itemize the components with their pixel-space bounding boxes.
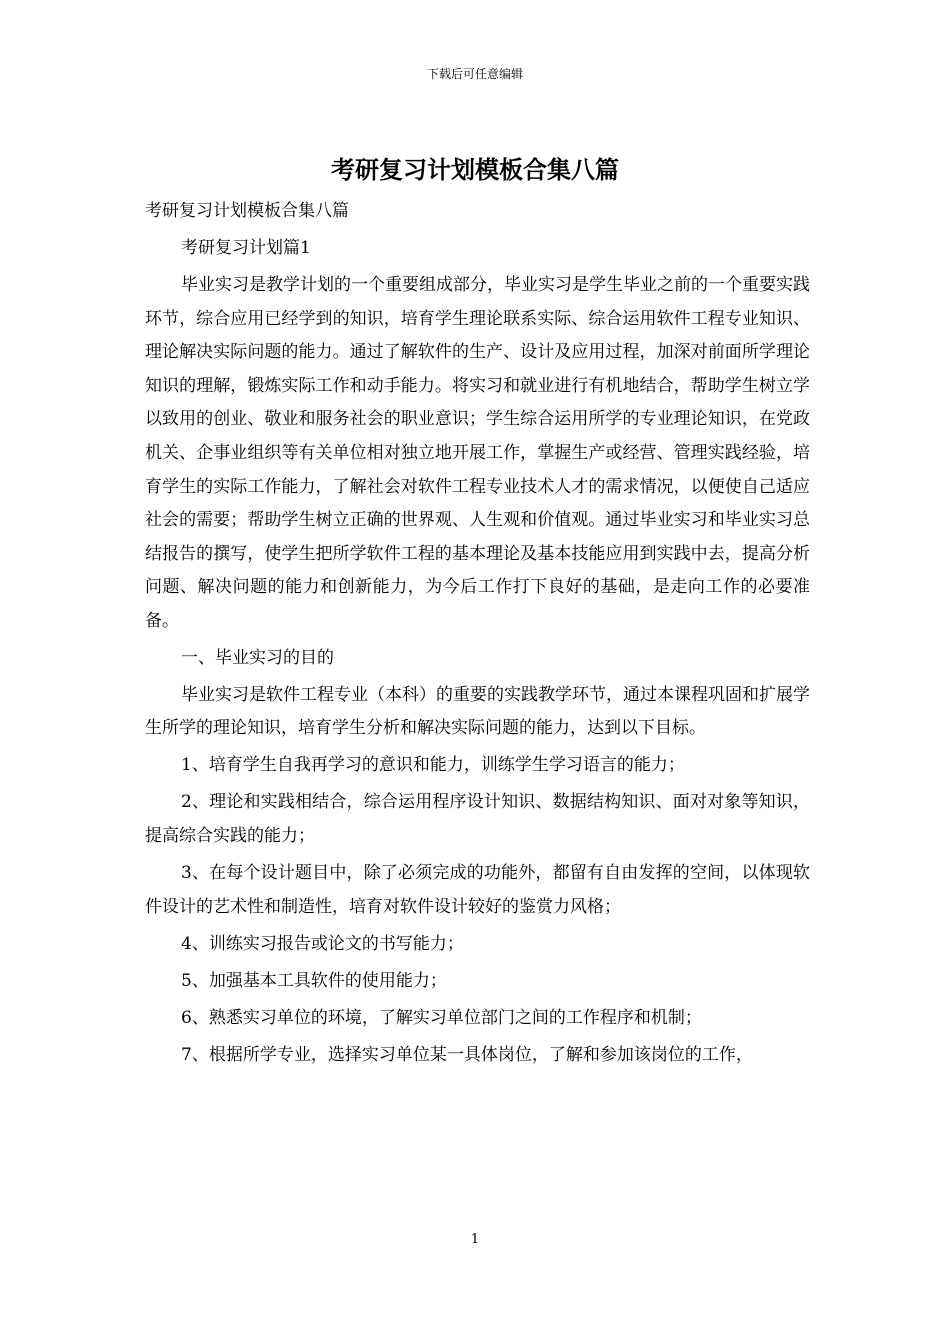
list-item: 1、培育学生自我再学习的意识和能力，训练学生学习语言的能力； [181, 755, 685, 776]
page-number: 1 [470, 1232, 480, 1247]
document-body [145, 195, 810, 1076]
header-note: 下载后可任意编辑 [426, 67, 523, 81]
document-title: 考研复习计划模板合集八篇 [331, 155, 619, 184]
body-paragraph: 毕业实习是软件工程专业（本科）的重要的实践教学环节，通过本课程巩固和扩展学生所学的理论知识，培育学生分析和解决实际问题的能力，达到以下目标。 [145, 684, 810, 739]
body-paragraph: 毕业实习是教学计划的一个重要组成部分，毕业实习是学生毕业之前的一个重要实践环节，综合应用已经学到的知识，培育学生理论联系实际、综合运用软件工程专业知识、理论解决实际问题的能力。通过了解软件的生产、设计及应用过程，加深对前面所学理论知识的理解，锻炼实际工作和动手能力。将实习和就业进行有机地结合，帮助学生树立学以致用的创业、敬业和服务社会的职业意识；学生综合运用所学的专业理论知识，在党政机关、企事业组织等有关单位相对独立地开展工作，掌握生产或经营、管理实践经验，培育学生的实际工作能力，了解社会对软件工程专业技术人才的需求情况，以便使自己适应社会的需要；帮助学生树立正确的世界观、人生观和价值观。通过毕业实习和毕业实习总结报告的撰写，使学生把所学软件工程的基本理论及基本技能应用到实践中去，提高分析问题、解决问题的能力和创新能力，为今后工作打下良好的基础，是走向工作的必要准备。 [145, 274, 810, 631]
list-item: 6、熟悉实习单位的环境，了解实习单位部门之间的工作程序和机制； [181, 1007, 702, 1028]
list-item: 2、理论和实践相结合，综合运用程序设计知识、数据结构知识、面对对象等知识，提高综合实践的能力； [145, 792, 810, 847]
section-heading: 一、毕业实习的目的 [181, 647, 334, 668]
section-heading: 考研复习计划篇1 [181, 237, 311, 258]
list-item: 7、根据所学专业，选择实习单位某一具体岗位，了解和参加该岗位的工作， [181, 1044, 753, 1065]
subtitle-line: 考研复习计划模板合集八篇 [145, 201, 349, 221]
list-item: 3、在每个设计题目中，除了必须完成的功能外，都留有自由发挥的空间，以体现软件设计的艺术性和制造性，培育对软件设计较好的鉴赏力风格； [145, 863, 810, 917]
list-item: 5、加强基本工具软件的使用能力； [181, 970, 447, 991]
list-item: 4、训练实习报告或论文的书写能力； [181, 933, 464, 954]
